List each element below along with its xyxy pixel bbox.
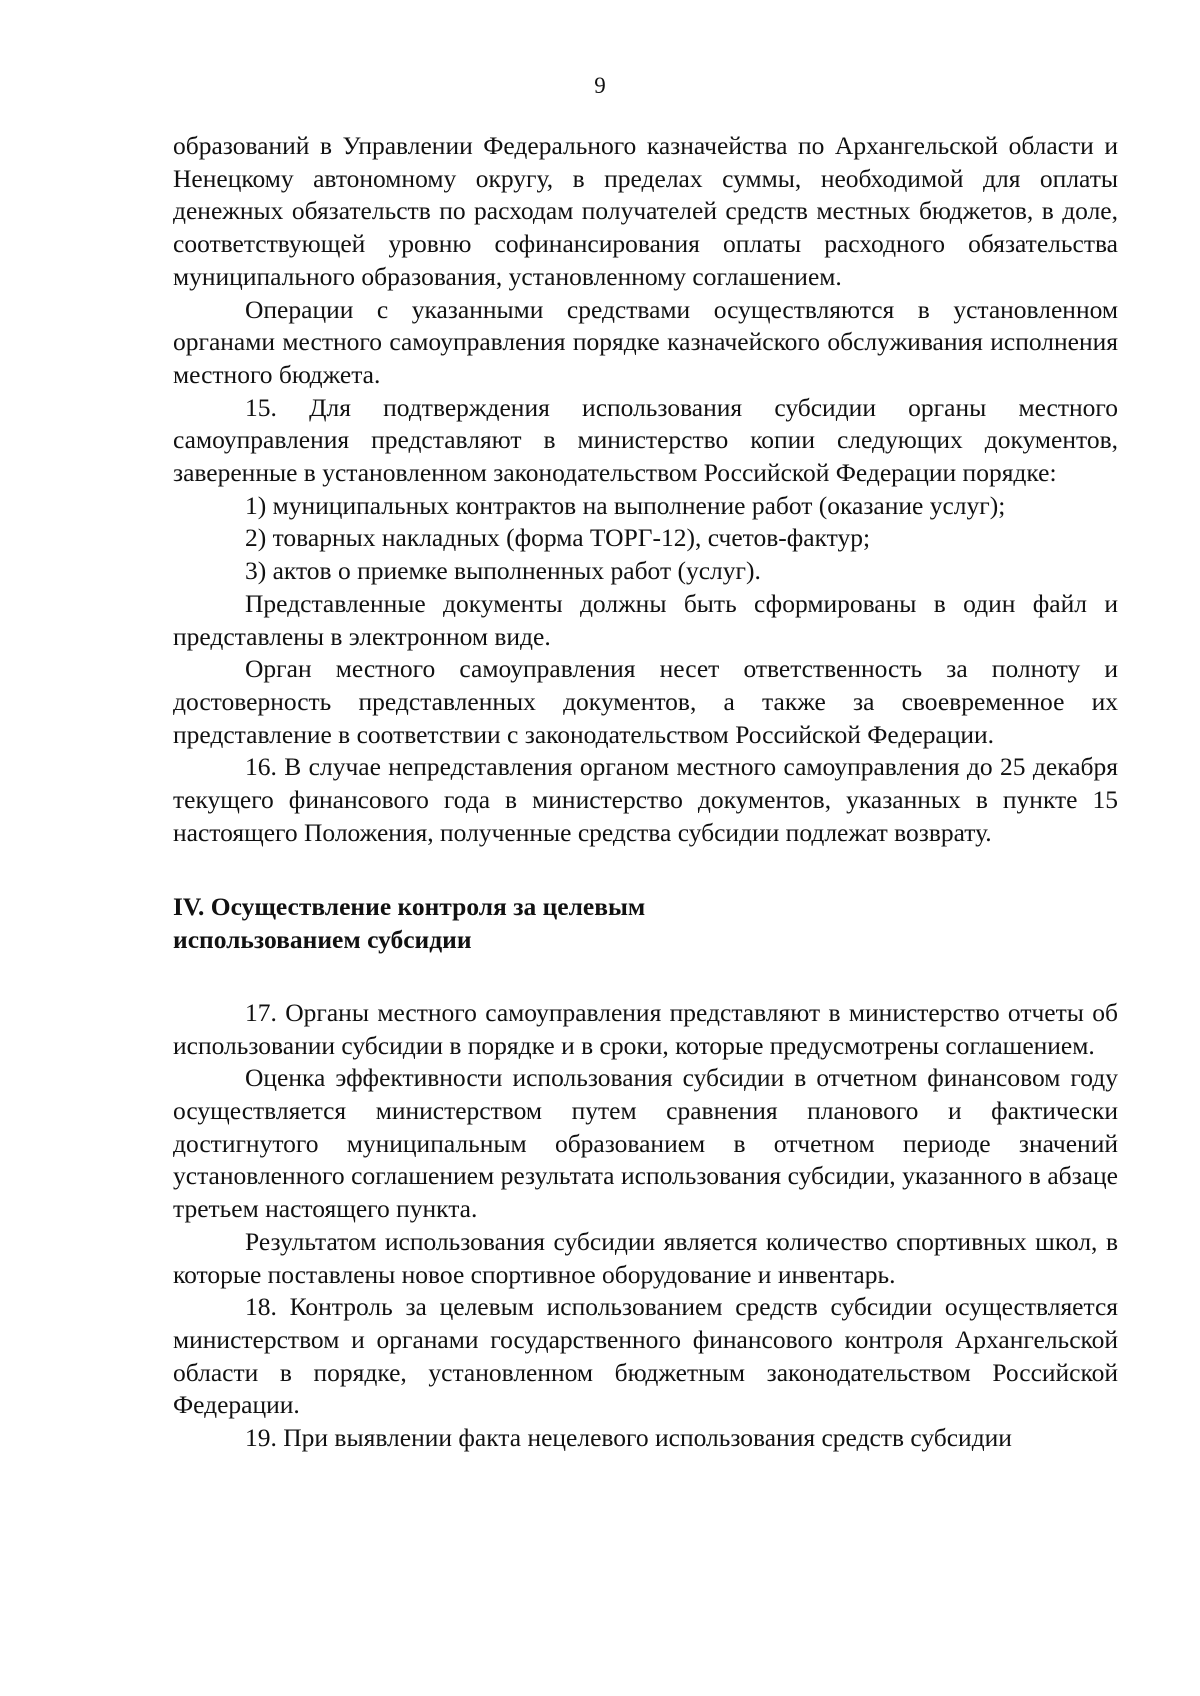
section-heading [173,891,1118,956]
list-item-1: 1) муниципальных контрактов на выполнение работ (оказание услуг); [245,490,1006,520]
document-body [173,130,1118,1455]
paragraph-responsibility: Орган местного самоуправления несет ответственность за полноту и достоверность представленных документов, а также за своевременное их представление в соответствии с законодательством Российской Федерации. [173,654,1118,749]
paragraph-result-indicator: Результатом использования субсидии является количество спортивных школ, в которые поставлены новое спортивное оборудование и инвентарь. [173,1226,1118,1289]
paragraph-item-17: 17. Органы местного самоуправления представляют в министерство отчеты об использовании субсидии в порядке и в сроки, которые предусмотрены соглашением. [173,997,1118,1060]
list-item-3: 3) актов о приемке выполненных работ (услуг). [245,556,761,586]
paragraph-continuation: образований в Управлении Федерального казначейства по Архангельской области и Ненецкому автономному округу, в пределах суммы, необходимой для оплаты денежных обязательств по расходам получателей средств местных бюджетов, в доле, соответствующей уровню софинансирования оплаты расходного обязательства муниципального образования, установленному соглашением. [173,131,1118,291]
list-item-2: 2) товарных накладных (форма ТОРГ-12), счетов-фактур; [245,523,871,553]
paragraph-item-15: 15. Для подтверждения использования субсидии органы местного самоуправления представляют в министерство копии следующих документов, заверенные в установленном законодательством Российской Федерации порядке: [173,392,1118,488]
paragraph-item-19: 19. При выявлении факта нецелевого использования средств субсидии [245,1423,1012,1453]
paragraph-item-18: 18. Контроль за целевым использованием средств субсидии осуществляется министерством и органами государственного финансового контроля Архангельской области в порядке, установленном бюджетным законодательством Российской Федерации. [173,1292,1118,1420]
page-number: 9 [594,73,606,98]
paragraph-item-16: 16. В случае непредставления органом местного самоуправления до 25 декабря текущего финансового года в министерство документов, указанных в пункте 15 настоящего Положения, полученные средства субсидии подлежат возврату. [173,752,1118,847]
section-heading-line-2: использованием субсидии [173,925,472,955]
paragraph-efficiency-assessment: Оценка эффективности использования субсидии в отчетном финансовом году осуществляется министерством путем сравнения планового и фактически достигнутого муниципальным образованием в отчетном периоде значений установленного соглашением результата использования субсидии, указанного в абзаце третьем настоящего пункта. [173,1063,1118,1224]
section-heading-line-1: IV. Осуществление контроля за целевым [173,892,646,922]
paragraph-documents-format: Представленные документы должны быть сформированы в один файл и представлены в электронном виде. [173,588,1118,651]
paragraph-treasury-operations: Операции с указанными средствами осуществляются в установленном органами местного самоуправления порядке казначейского обслуживания исполнения местного бюджета. [173,294,1118,389]
